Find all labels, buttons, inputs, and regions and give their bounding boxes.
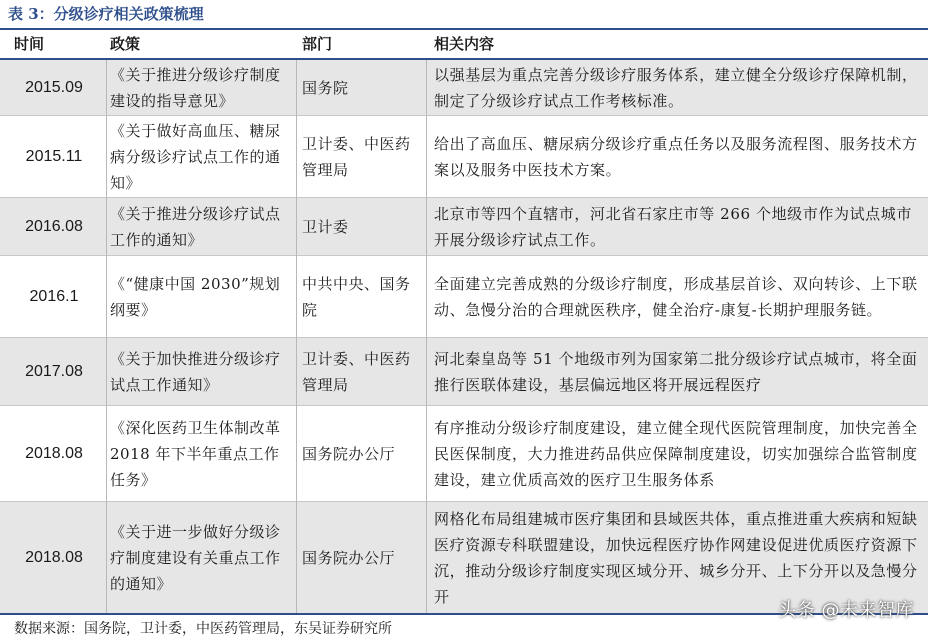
table-row	[0, 198, 928, 256]
cell-content: 河北秦皇岛等 51 个地级市列为国家第二批分级诊疗试点城市，将全面推行医联体建设，基层偏远地区将开展远程医疗	[434, 350, 918, 394]
cell-policy: 《关于进一步做好分级诊疗制度建设有关重点工作的通知》	[110, 522, 281, 593]
watermark: 头条 @未来智库	[778, 600, 914, 621]
cell-dept: 卫计委、中医药管理局	[302, 350, 411, 394]
cell-dept: 卫计委、中医药管理局	[302, 135, 411, 179]
header-time: 时间	[14, 35, 45, 53]
cell-dept: 卫计委	[302, 218, 349, 236]
table-row	[0, 256, 928, 338]
cell-content: 全面建立完善成熟的分级诊疗制度，形成基层首诊、双向转诊、上下联动、急慢分治的合理就医秩序，健全治疗-康复-长期护理服务链。	[434, 275, 918, 319]
cell-time: 2018.08	[25, 445, 83, 462]
table-row	[0, 406, 928, 502]
cell-dept: 中共中央、国务院	[302, 275, 411, 319]
cell-policy: 《关于推进分级诊疗制度建设的指导意见》	[110, 66, 281, 110]
cell-time: 2016.08	[25, 218, 83, 235]
table-row	[0, 338, 928, 406]
cell-time: 2015.11	[25, 148, 83, 165]
cell-time: 2016.1	[29, 288, 79, 305]
column-divider	[296, 60, 297, 613]
cell-content: 以强基层为重点完善分级诊疗服务体系，建立健全分级诊疗保障机制，制定了分级诊疗试点工作考核标准。	[434, 66, 918, 110]
table-caption: 表 3：分级诊疗相关政策梳理	[8, 5, 204, 23]
cell-content: 给出了高血压、糖尿病分级诊疗重点任务以及服务流程图、服务技术方案以及服务中医技术方案。	[434, 135, 918, 179]
cell-time: 2018.08	[25, 548, 83, 566]
cell-content: 有序推动分级诊疗制度建设，建立健全现代医院管理制度，加快完善全民医保制度，大力推进药品供应保障制度建设，切实加强综合监管制度建设，建立优质高效的医疗卫生服务体系	[434, 419, 918, 489]
cell-policy: 《“健康中国 2030”规划纲要》	[110, 275, 281, 319]
cell-time: 2017.08	[25, 363, 83, 380]
header-policy: 政策	[110, 35, 141, 53]
cell-dept: 国务院办公厅	[302, 548, 396, 567]
source-note: 数据来源：国务院，卫计委，中医药管理局，东吴证券研究所	[14, 621, 392, 637]
cell-dept: 国务院	[302, 79, 349, 97]
cell-policy: 《关于做好高血压、糖尿病分级诊疗试点工作的通知》	[110, 122, 281, 192]
column-divider	[426, 60, 427, 613]
header-dept: 部门	[302, 35, 333, 53]
cell-time: 2015.09	[25, 79, 83, 96]
cell-policy: 《关于推进分级诊疗试点工作的通知》	[110, 205, 281, 249]
header-content: 相关内容	[434, 35, 495, 53]
column-divider	[106, 60, 107, 613]
table-row	[0, 116, 928, 198]
cell-content: 北京市等四个直辖市，河北省石家庄市等 266 个地级市作为试点城市开展分级诊疗试点工作。	[434, 205, 912, 249]
table-row	[0, 60, 928, 116]
cell-content: 网格化布局组建城市医疗集团和县域医共体，重点推进重大疾病和短缺医疗资源专科联盟建设，加快远程医疗协作网建设促进优质医疗资源下沉，推动分级诊疗制度实现区域分开、城乡分开、上下分开以及急慢分开	[434, 509, 918, 606]
cell-policy: 《深化医药卫生体制改革 2018 年下半年重点工作任务》	[110, 419, 281, 489]
table-header	[0, 30, 928, 58]
cell-policy: 《关于加快推进分级诊疗试点工作通知》	[110, 350, 281, 394]
cell-dept: 国务院办公厅	[302, 445, 396, 463]
